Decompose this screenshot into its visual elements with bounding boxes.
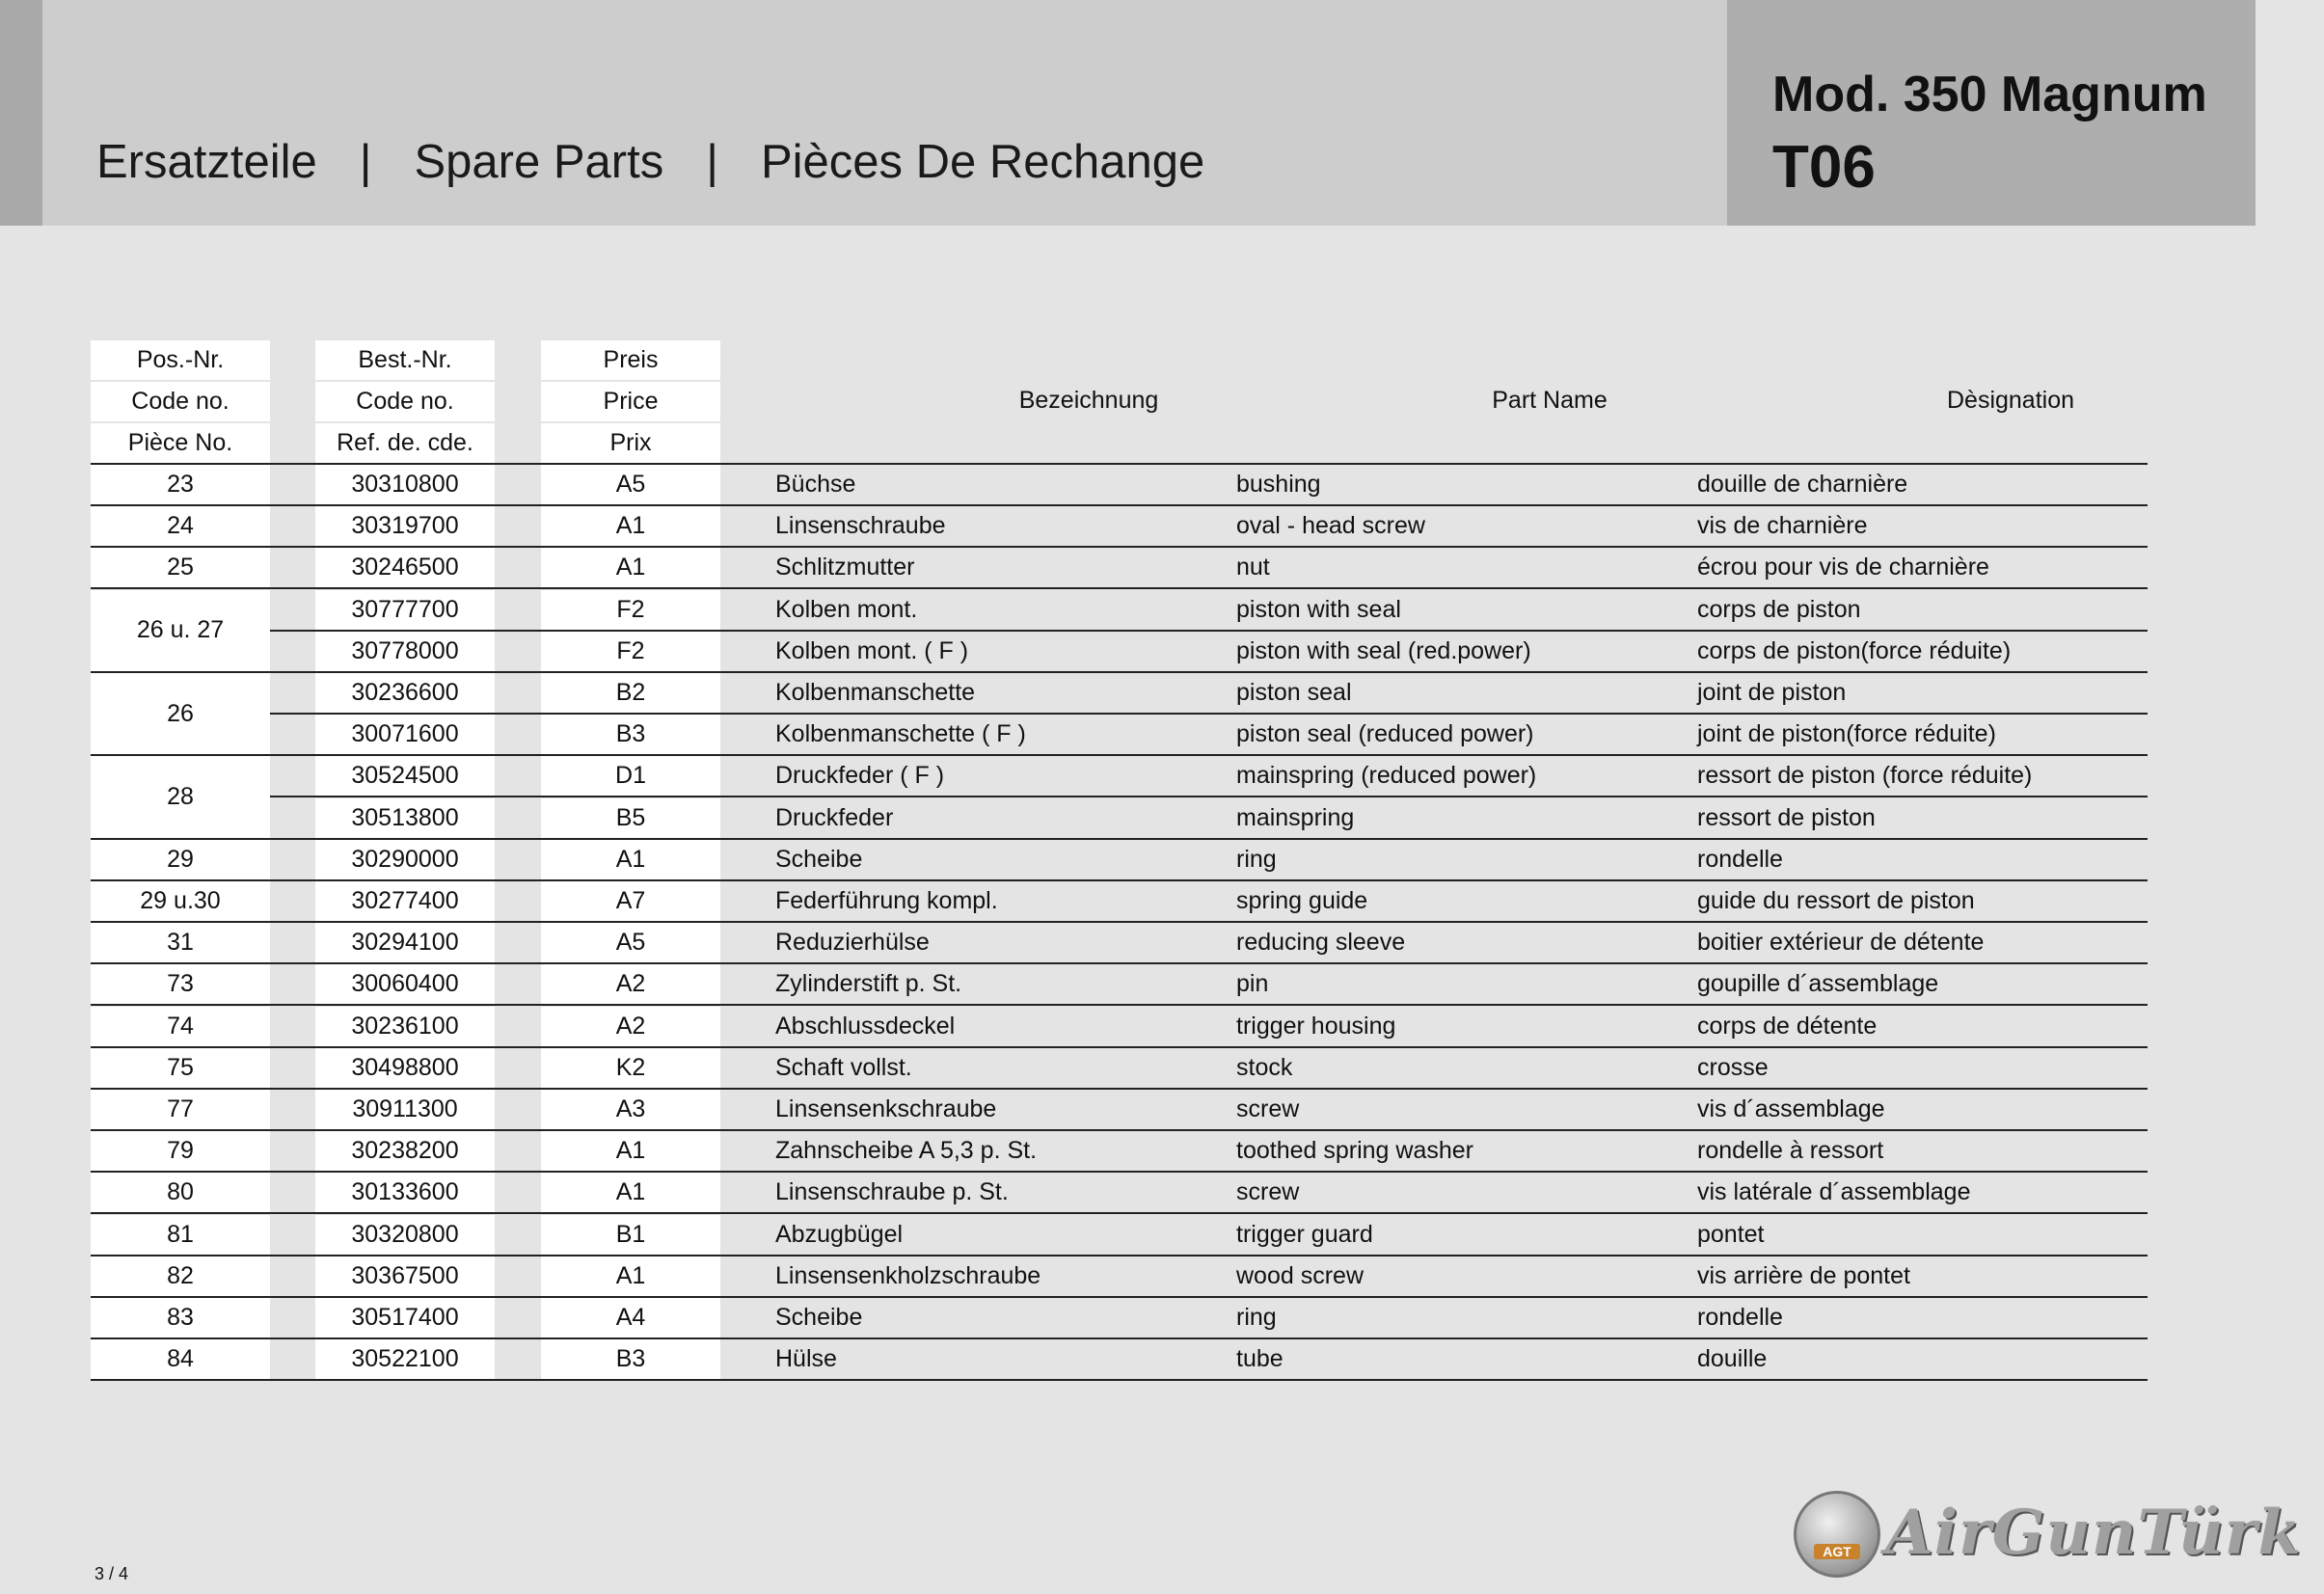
header-part-name: Part Name: [1492, 387, 1608, 414]
cell-bezeichnung: Druckfeder: [775, 803, 894, 831]
cell-part-name: piston seal (reduced power): [1236, 720, 1534, 748]
cell-designation: rondelle à ressort: [1697, 1137, 1884, 1165]
cell-bezeichnung: Kolbenmanschette ( F ): [775, 720, 1026, 748]
row-divider: [91, 1171, 2148, 1173]
cell-code: 30778000: [315, 632, 495, 671]
cell-part-name: spring guide: [1236, 887, 1368, 914]
cell-price: A1: [541, 548, 720, 587]
cell-bezeichnung: Scheibe: [775, 1304, 863, 1331]
cell-part-name: mainspring (reduced power): [1236, 762, 1537, 790]
cell-part-name: bushing: [1236, 471, 1321, 498]
table-row: [91, 548, 2148, 587]
cell-part-name: piston with seal: [1236, 595, 1401, 623]
row-divider: [91, 546, 2148, 548]
cell-bezeichnung: Reduzierhülse: [775, 929, 930, 957]
table-row: [91, 590, 2148, 644]
cell-part-name: nut: [1236, 554, 1270, 581]
table-row: [91, 1090, 2148, 1129]
table-row: [91, 756, 2148, 810]
cell-part-name: pin: [1236, 970, 1269, 998]
row-divider: [270, 713, 2148, 715]
logo-wordmark: AirGunTürk: [1885, 1497, 2302, 1569]
title-en: Spare Parts: [414, 136, 664, 188]
cell-bezeichnung: Linsenschraube: [775, 512, 946, 540]
cell-bezeichnung: Kolben mont. ( F ): [775, 636, 969, 664]
header-pos-de: Pos.-Nr.: [91, 340, 270, 380]
cell-part-name: piston with seal (red.power): [1236, 636, 1531, 664]
cell-part-name: ring: [1236, 1304, 1277, 1331]
cell-designation: rondelle: [1697, 1304, 1783, 1331]
cell-price: B3: [541, 715, 720, 754]
header-bezeichnung: Bezeichnung: [1018, 387, 1159, 414]
table-row: [91, 715, 2148, 754]
cell-part-name: trigger guard: [1236, 1220, 1373, 1248]
cell-code: 30524500: [315, 756, 495, 796]
cell-pos: 83: [91, 1298, 270, 1337]
cell-code: 30236100: [315, 1007, 495, 1046]
row-divider: [91, 754, 2148, 756]
cell-code: 30367500: [315, 1256, 495, 1296]
row-divider: [270, 796, 2148, 797]
header-left-strip: [0, 0, 42, 226]
cell-price: A7: [541, 881, 720, 921]
cell-bezeichnung: Linsensenkschraube: [775, 1095, 997, 1122]
row-divider: [91, 504, 2148, 506]
cell-code: 30060400: [315, 964, 495, 1004]
cell-price: B2: [541, 673, 720, 713]
cell-designation: vis latérale d´assemblage: [1697, 1178, 1971, 1206]
cell-pos: 31: [91, 923, 270, 962]
cell-part-name: screw: [1236, 1095, 1300, 1122]
cell-bezeichnung: Druckfeder ( F ): [775, 762, 945, 790]
cell-pos: 80: [91, 1173, 270, 1212]
cell-code: 30310800: [315, 465, 495, 504]
cell-pos: 82: [91, 1256, 270, 1296]
cell-designation: douille de charnière: [1697, 471, 1908, 498]
header-price-fr: Prix: [541, 423, 720, 463]
table-row: [91, 465, 2148, 504]
cell-price: A5: [541, 923, 720, 962]
cell-bezeichnung: Büchse: [775, 471, 856, 498]
cell-part-name: mainspring: [1236, 803, 1355, 831]
table-row: [91, 506, 2148, 546]
cell-code: 30517400: [315, 1298, 495, 1337]
row-divider: [91, 1255, 2148, 1256]
cell-bezeichnung: Linsenschraube p. St.: [775, 1178, 1009, 1206]
row-divider: [91, 921, 2148, 923]
cell-part-name: ring: [1236, 845, 1277, 873]
table-row: [91, 1215, 2148, 1255]
cell-price: F2: [541, 590, 720, 630]
cell-part-name: tube: [1236, 1345, 1284, 1373]
cell-pos: 28: [91, 756, 270, 837]
table-row: [91, 798, 2148, 838]
header-designation: Dèsignation: [1946, 387, 2075, 414]
cell-bezeichnung: Schaft vollst.: [775, 1053, 912, 1081]
cell-bezeichnung: Kolben mont.: [775, 595, 918, 623]
cell-code: 30498800: [315, 1048, 495, 1088]
cell-price: D1: [541, 756, 720, 796]
cell-pos: 77: [91, 1090, 270, 1129]
cell-pos: 26 u. 27: [91, 590, 270, 671]
cell-part-name: stock: [1236, 1053, 1293, 1081]
row-divider: [270, 630, 2148, 632]
cell-code: 30290000: [315, 840, 495, 879]
cell-price: A1: [541, 1173, 720, 1212]
cell-designation: vis de charnière: [1697, 512, 1868, 540]
cell-pos: 26: [91, 673, 270, 754]
row-divider: [91, 1379, 2148, 1381]
row-divider: [91, 1212, 2148, 1214]
cell-price: F2: [541, 632, 720, 671]
table-row: [91, 1256, 2148, 1296]
cell-part-name: screw: [1236, 1178, 1300, 1206]
cell-designation: écrou pour vis de charnière: [1697, 554, 1989, 581]
cell-bezeichnung: Kolbenmanschette: [775, 679, 976, 706]
cell-code: 30294100: [315, 923, 495, 962]
cell-pos: 79: [91, 1131, 270, 1171]
header-band: [42, 0, 1727, 226]
cell-pos: 73: [91, 964, 270, 1004]
page-title: [96, 135, 1204, 189]
cell-code: 30277400: [315, 881, 495, 921]
title-de: Ersatzteile: [96, 136, 317, 188]
row-divider: [91, 838, 2148, 840]
cell-price: A1: [541, 506, 720, 546]
cell-designation: goupille d´assemblage: [1697, 970, 1939, 998]
header-price-en: Price: [541, 382, 720, 421]
title-separator: |: [706, 136, 718, 188]
header-code-en: Code no.: [315, 382, 495, 421]
cell-code: 30133600: [315, 1173, 495, 1212]
cell-code: 30238200: [315, 1131, 495, 1171]
table-row: [91, 1007, 2148, 1046]
cell-price: A2: [541, 964, 720, 1004]
cell-bezeichnung: Zahnscheibe A 5,3 p. St.: [775, 1137, 1038, 1165]
cell-designation: corps de piston: [1697, 595, 1861, 623]
cell-bezeichnung: Federführung kompl.: [775, 887, 998, 914]
cell-code: 30246500: [315, 548, 495, 587]
cell-designation: crosse: [1697, 1053, 1769, 1081]
cell-code: 30777700: [315, 590, 495, 630]
agt-badge-icon: [1794, 1491, 1880, 1578]
cell-designation: corps de détente: [1697, 1012, 1878, 1040]
row-divider: [91, 463, 2148, 465]
cell-designation: rondelle: [1697, 845, 1783, 873]
table-row: [91, 923, 2148, 962]
row-divider: [91, 1088, 2148, 1090]
cell-price: A1: [541, 1131, 720, 1171]
cell-part-name: reducing sleeve: [1236, 929, 1406, 957]
cell-pos: 29 u.30: [91, 881, 270, 921]
cell-designation: guide du ressort de piston: [1697, 887, 1975, 914]
table-row: [91, 1298, 2148, 1337]
cell-part-name: trigger housing: [1236, 1012, 1396, 1040]
cell-pos: 24: [91, 506, 270, 546]
cell-price: A3: [541, 1090, 720, 1129]
cell-price: B3: [541, 1339, 720, 1379]
cell-part-name: wood screw: [1236, 1261, 1364, 1289]
table-row: [91, 632, 2148, 671]
cell-code: 30522100: [315, 1339, 495, 1379]
cell-pos: 81: [91, 1215, 270, 1255]
cell-pos: 75: [91, 1048, 270, 1088]
model-name: Mod. 350 Magnum: [1772, 67, 2207, 122]
cell-part-name: toothed spring washer: [1236, 1137, 1473, 1165]
cell-code: 30236600: [315, 673, 495, 713]
header-code-fr: Ref. de. cde.: [315, 423, 495, 463]
title-separator: |: [359, 136, 372, 188]
logo-badge-text: AGT: [1814, 1544, 1860, 1559]
cell-code: 30320800: [315, 1215, 495, 1255]
airgunturk-logo: [1794, 1485, 2302, 1581]
title-fr: Pièces De Rechange: [760, 136, 1205, 188]
row-divider: [91, 587, 2148, 589]
cell-price: K2: [541, 1048, 720, 1088]
table-row: [91, 1048, 2148, 1088]
cell-bezeichnung: Scheibe: [775, 845, 863, 873]
cell-designation: douille: [1697, 1345, 1768, 1373]
row-divider: [91, 962, 2148, 964]
cell-price: B5: [541, 798, 720, 838]
cell-bezeichnung: Abzugbügel: [775, 1220, 904, 1248]
cell-designation: joint de piston(force réduite): [1697, 720, 1996, 748]
header-pos-fr: Pièce No.: [91, 423, 270, 463]
table-row: [91, 1131, 2148, 1171]
cell-price: A2: [541, 1007, 720, 1046]
cell-pos: 29: [91, 840, 270, 879]
table-row: [91, 673, 2148, 727]
cell-code: 30911300: [315, 1090, 495, 1129]
cell-bezeichnung: Linsensenkholzschraube: [775, 1261, 1041, 1289]
cell-bezeichnung: Zylinderstift p. St.: [775, 970, 962, 998]
cell-designation: corps de piston(force réduite): [1697, 636, 2012, 664]
table-code: T06: [1772, 134, 1876, 201]
cell-designation: boitier extérieur de détente: [1697, 929, 1985, 957]
cell-designation: ressort de piston (force réduite): [1697, 762, 2033, 790]
cell-designation: ressort de piston: [1697, 803, 1876, 831]
cell-code: 30513800: [315, 798, 495, 838]
cell-designation: pontet: [1697, 1220, 1765, 1248]
table-row: [91, 840, 2148, 879]
cell-bezeichnung: Abschlussdeckel: [775, 1012, 956, 1040]
cell-designation: joint de piston: [1697, 679, 1847, 706]
cell-code: 30071600: [315, 715, 495, 754]
page-number: 3 / 4: [95, 1564, 129, 1583]
header-price-de: Preis: [541, 340, 720, 380]
header-pos-en: Code no.: [91, 382, 270, 421]
row-divider: [91, 671, 2148, 673]
row-divider: [91, 1004, 2148, 1006]
cell-bezeichnung: Schlitzmutter: [775, 554, 915, 581]
cell-price: A5: [541, 465, 720, 504]
table-row: [91, 1339, 2148, 1379]
cell-price: A1: [541, 840, 720, 879]
cell-code: 30319700: [315, 506, 495, 546]
header-code-de: Best.-Nr.: [315, 340, 495, 380]
row-divider: [91, 1129, 2148, 1131]
row-divider: [91, 1046, 2148, 1048]
row-divider: [91, 1337, 2148, 1339]
table-row: [91, 964, 2148, 1004]
cell-designation: vis arrière de pontet: [1697, 1261, 1910, 1289]
cell-pos: 23: [91, 465, 270, 504]
cell-price: B1: [541, 1215, 720, 1255]
cell-bezeichnung: Hülse: [775, 1345, 837, 1373]
cell-part-name: piston seal: [1236, 679, 1352, 706]
cell-pos: 84: [91, 1339, 270, 1379]
row-divider: [91, 1296, 2148, 1298]
cell-price: A4: [541, 1298, 720, 1337]
cell-pos: 25: [91, 548, 270, 587]
cell-designation: vis d´assemblage: [1697, 1095, 1885, 1122]
cell-part-name: oval - head screw: [1236, 512, 1425, 540]
row-divider: [91, 879, 2148, 881]
table-row: [91, 1173, 2148, 1212]
cell-price: A1: [541, 1256, 720, 1296]
table-row: [91, 881, 2148, 921]
cell-pos: 74: [91, 1007, 270, 1046]
